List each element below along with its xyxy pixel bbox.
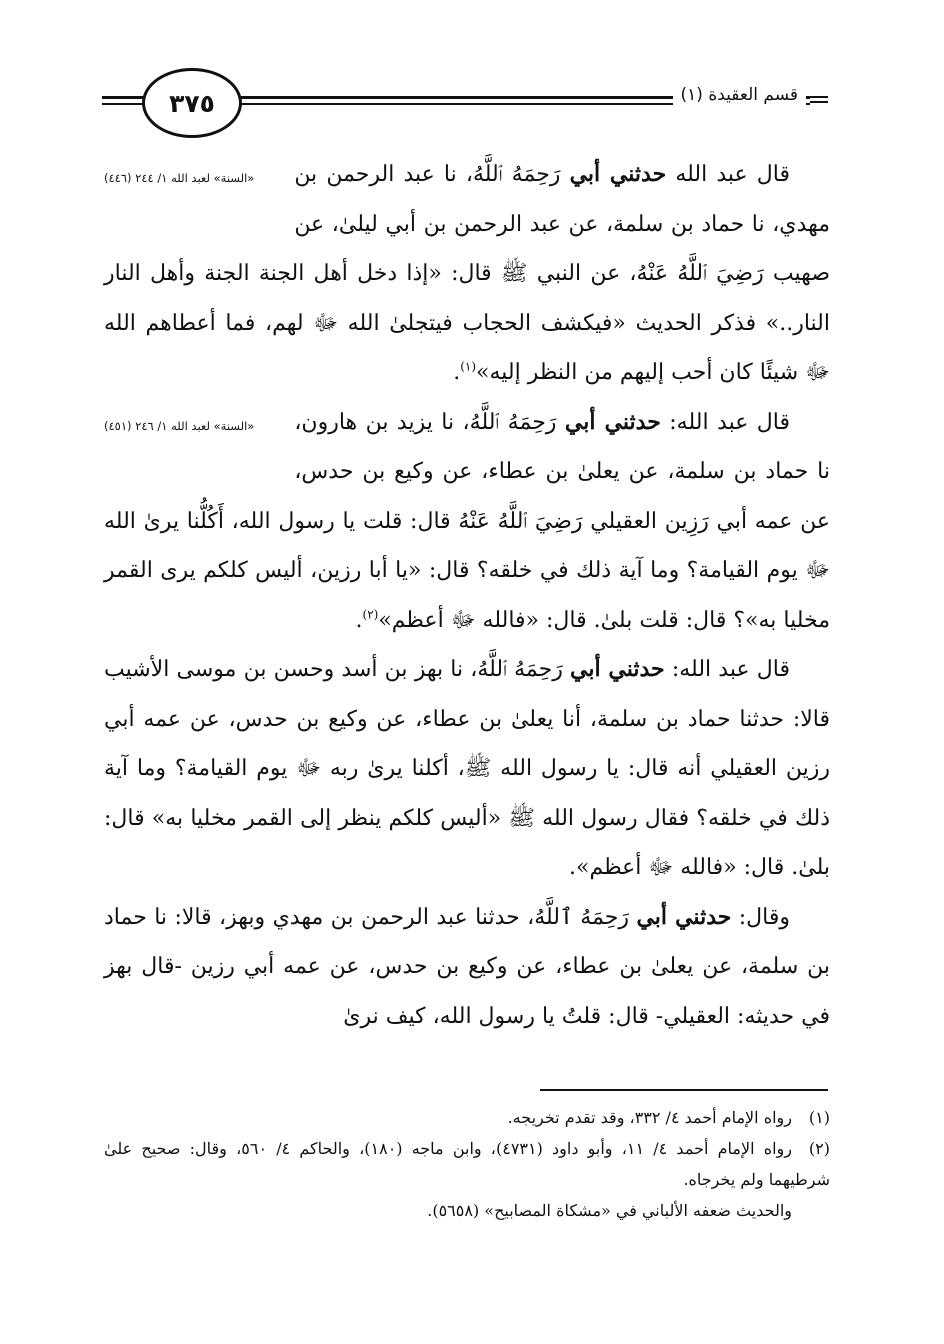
footnote	[104, 1102, 830, 1133]
page-header	[102, 68, 828, 138]
footnote-reference: (٢)	[362, 607, 379, 622]
narrator-phrase: حدثني أبي	[636, 903, 732, 930]
running-title: قسم العقيدة (١)	[673, 85, 807, 105]
text-run: قال عبد الله:	[660, 409, 790, 435]
page-number-circle	[142, 68, 242, 138]
text-run: رَحِمَهُ ٱللَّهُ، حدثنا عبد الرحمن بن مهدي وبهز، قالا: نا حماد بن سلمة، عن يعلىٰ بن عطاء، عن وكيع بن حدس، عن عمه أبي رزين -قال بهز في حديثه: العقيلي- قال: قلتُ يا رسول الله، كيف نرىٰ	[104, 904, 830, 1029]
narrator-phrase: حدثني أبي	[570, 656, 665, 682]
footnote-text: رواه الإمام أحمد ٤/ ٣٣٢، وقد تقدم تخريجه.	[507, 1108, 792, 1127]
footnote-label: (٢)	[808, 1139, 830, 1158]
text-run: رَحِمَهُ ٱللَّهُ، نا عبد الرحمن بن مهدي، نا حماد بن سلمة، عن عبد الرحمن بن أبي ليلىٰ، عن صهيب رَضِيَ ٱللَّهُ عَنْهُ، عن النبي ﷺ قال: «إذا دخل أهل الجنة الجنة وأهل النار النار..» فذكر الحديث «فيكشف الحجاب فيتجلىٰ الله ﷻ لهم، فما أعطاهم الله ﷻ شيئًا كان أحب إليهم من النظر إليه»	[104, 162, 830, 385]
narrator-phrase: حدثني أبي	[569, 161, 667, 187]
footnote-reference: (١)	[460, 359, 477, 374]
paragraph	[104, 150, 830, 398]
header-ornament	[810, 92, 828, 106]
footnotes	[104, 1102, 830, 1226]
text-run: قال عبد الله	[666, 162, 790, 187]
narrator-phrase: حدثني أبي	[564, 408, 661, 435]
text-run: رَحِمَهُ ٱللَّهُ، نا بهز بن أسد وحسن بن موسى الأشيب قالا: حدثنا حماد بن سلمة، أنا يعلىٰ بن عطاء، عن وكيع بن حدس، عن عمه أبي رزين العقيلي أنه قال: يا رسول الله ﷺ، أكلنا يرىٰ ربه ﷻ يوم القيامة؟ وما آية ذلك في خلقه؟ فقال رسول الله ﷺ «أليس كلكم ينظر إلى القمر مخليا به» قال: بلىٰ. قال: «فالله ﷻ أعظم».	[104, 657, 830, 880]
footnote-separator	[540, 1089, 828, 1091]
footnote-continuation: والحديث ضعفه الألباني في «مشكاة المصابيح» (٥٦٥٨).	[427, 1201, 792, 1220]
paragraph	[104, 645, 830, 893]
text-run: رَحِمَهُ ٱللَّهُ، نا يزيد بن هارون، نا حماد بن سلمة، عن يعلىٰ بن عطاء، عن وكيع بن حدس، عن عمه أبي رَزِين العقيلي رَضِيَ ٱللَّهُ عَنْهُ قال: قلت يا رسول الله، أَكُلُّنا يرىٰ الله ﷻ يوم القيامة؟ وما آية ذلك في خلقه؟ قال: «يا أبا رزين، أليس كلكم يرى القمر مخليا به»؟ قال: قلت بلىٰ. قال: «فالله ﷻ أعظم»	[104, 409, 831, 633]
footnote	[104, 1133, 830, 1195]
source-citation: «السنة» لعبد الله ١/ ٢٤٤ (٤٤٦)	[104, 171, 255, 185]
source-citation: «السنة» لعبد الله ١/ ٢٤٦ (٤٥١)	[104, 418, 255, 433]
text-run: قال عبد الله:	[664, 657, 790, 682]
paragraph	[104, 398, 830, 646]
paragraph	[104, 893, 830, 1042]
text-run: .	[355, 607, 363, 633]
footnote-label: (١)	[808, 1108, 830, 1127]
text-run: وقال:	[731, 904, 791, 930]
footnote-text: رواه الإمام أحمد ٤/ ١١، وأبو داود (٤٧٣١)، وابن ماجه (١٨٠)، والحاكم ٤/ ٥٦٠، وقال: صحيح علىٰ شرطيهما ولم يخرجاه.	[104, 1139, 830, 1189]
page-number: ٣٧٥	[169, 88, 215, 118]
text-run: .	[453, 360, 461, 385]
main-text	[104, 150, 830, 1041]
